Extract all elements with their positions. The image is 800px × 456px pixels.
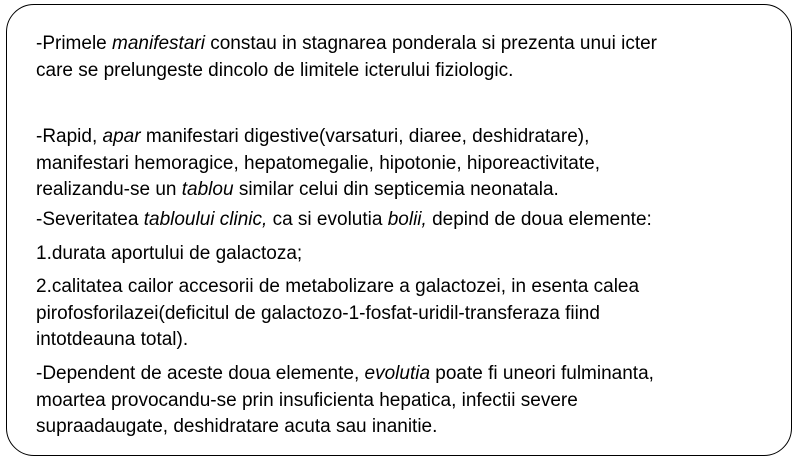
- paragraph-line: [36, 388, 794, 415]
- paragraph-line: [36, 124, 794, 151]
- paragraph-severitatea: [36, 207, 794, 234]
- paragraph-line: [36, 31, 794, 58]
- text-run: manifestari digestive(varsaturi, diaree, deshidratare),: [140, 126, 590, 147]
- paragraph-rapid-apar: [36, 124, 794, 204]
- text-run: constau in stagnarea ponderala si prezenta unui icter: [204, 33, 658, 54]
- italic-text-run: evolutia: [364, 363, 431, 384]
- text-run: -Primele: [36, 33, 113, 54]
- paragraph-line: [36, 207, 794, 234]
- italic-text-run: apar: [102, 126, 141, 147]
- text-run: -Severitatea: [36, 209, 144, 230]
- paragraph-calitatea-cailor: [36, 274, 794, 354]
- text-run: poate fi uneori fulminanta,: [430, 363, 654, 384]
- paragraph-line: [36, 327, 794, 354]
- text-run: depind de doua elemente:: [426, 209, 652, 230]
- text-run: ca si evolutia: [267, 209, 388, 230]
- text-run: 2.calitatea cailor accesorii de metabolizare a galactozei, in esenta calea: [36, 276, 640, 297]
- paragraph-line: [36, 274, 794, 301]
- paragraph-line: [36, 414, 794, 441]
- italic-text-run: tabloului clinic,: [143, 209, 268, 230]
- text-run: 1.durata aportului de galactoza;: [36, 243, 303, 264]
- italic-text-run: manifestari: [112, 33, 205, 54]
- text-run: pirofosforilazei(deficitul de galactozo-1-fosfat-uridil-transferaza fiind: [36, 302, 600, 324]
- text-run: supraadaugate, deshidratare acuta sau inanitie.: [36, 416, 438, 437]
- paragraph-line: [36, 241, 794, 268]
- italic-text-run: bolii,: [387, 209, 427, 230]
- text-run: realizandu-se un: [36, 179, 182, 200]
- paragraph-dependent: [36, 361, 794, 441]
- paragraph-line: [36, 58, 794, 85]
- paragraph-durata-aportului: [36, 241, 794, 268]
- paragraph-line: [36, 177, 794, 204]
- text-run: intotdeauna total).: [36, 329, 189, 350]
- paragraph-primele-manifestari: [36, 31, 794, 84]
- text-run: care se prelungeste dincolo de limitele icterului fiziologic.: [36, 59, 514, 81]
- text-run: -Dependent de aceste doua elemente,: [36, 363, 365, 384]
- text-run: similar celui din septicemia neonatala.: [233, 179, 559, 200]
- paragraph-line: [36, 361, 794, 388]
- italic-text-run: tablou: [181, 179, 234, 200]
- text-run: moartea provocandu-se prin insuficienta hepatica, infectii severe: [36, 389, 578, 411]
- paragraph-line: [36, 151, 794, 178]
- text-run: manifestari hemoragice, hepatomegalie, hipotonie, hiporeactivitate,: [36, 152, 600, 174]
- text-run: -Rapid,: [36, 126, 103, 147]
- paragraph-line: [36, 301, 794, 328]
